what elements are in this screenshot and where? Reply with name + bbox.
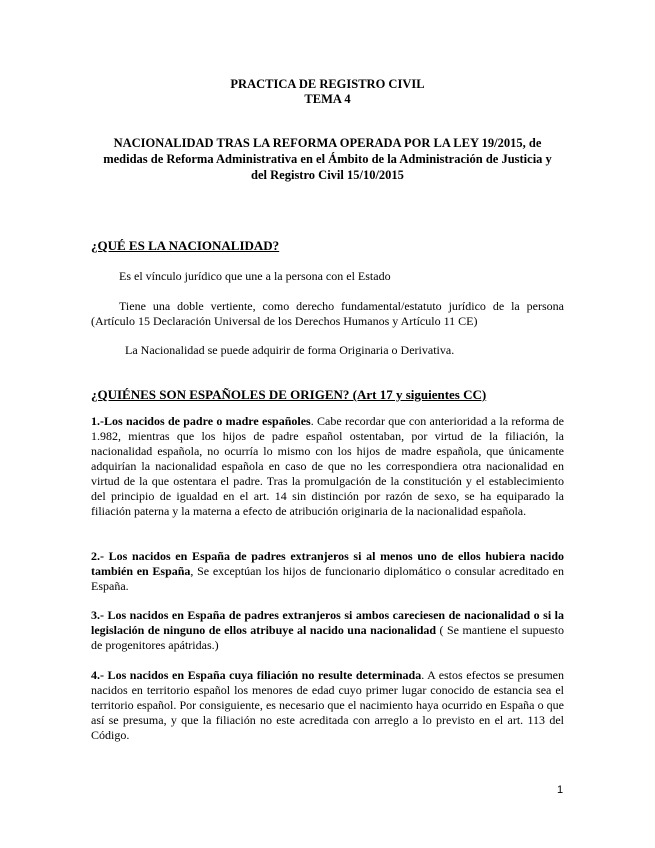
item-text: , Se exceptúan los hijos de funcionario diplomático o consular acreditado en España. [91, 564, 564, 593]
list-item [91, 668, 564, 743]
paragraph-definition: Es el vínculo jurídico que une a la persona con el Estado [119, 269, 391, 283]
paragraph-vertiente: Tiene una doble vertiente, como derecho fundamental/estatuto jurídico de la persona (Artículo 15 Declaración Universal de los Derechos Humanos y Artículo 11 CE) [91, 299, 564, 328]
list-item [91, 608, 564, 653]
item-heading: 4.- Los nacidos en España cuya filiación no resulte determinada [91, 668, 422, 682]
subtitle-line-1: NACIONALIDAD TRAS LA REFORMA OPERADA POR LA LEY 19/2015, de [113, 136, 542, 150]
title-line-1: PRACTICA DE REGISTRO CIVIL [230, 77, 425, 91]
title-line-2: TEMA 4 [304, 92, 351, 106]
item-text: . Cabe recordar que con anterioridad a la reforma de 1.982, mientras que los hijos de padre español ostentaban, por virtud de la filiación, la nacionalidad española, no ocurría lo mismo con los hijos de madre española, que únicamente adquirían la nacionalidad española en caso de que no les correspondiera otra nacionalidad en virtud de la que ostentara el padre. Tras la promulgación de la constitución y el establecimiento del principio de igualdad en el art. 14 sin distinción por razón de sexo, se ha equiparado la filiación paterna y la materna a efecto de atribución originaria de la nacionalidad española. [91, 414, 564, 518]
paragraph-adquisicion: La Nacionalidad se puede adquirir de forma Originaria o Derivativa. [125, 343, 455, 357]
section-heading-nacionalidad: ¿QUÉ ES LA NACIONALIDAD? [91, 238, 280, 253]
document-title [91, 77, 564, 107]
list-item [91, 549, 564, 594]
subtitle-line-3: del Registro Civil 15/10/2015 [251, 168, 404, 182]
list-item [91, 414, 564, 519]
item-heading: 3.- Los nacidos en España de padres extranjeros si ambos careciesen de nacionalidad o si la legislación de ninguno de ellos atribuye al nacido una nacionalidad [91, 608, 564, 637]
item-text: . A estos efectos se presumen nacidos en territorio español los menores de edad cuyo primer lugar conocido de estancia sea el territorio español. Por consiguiente, es necesario que el nacimiento haya ocurrido en España o que así se presuma, y que la filiación no este acreditada con arreglo a lo previsto en el art. 113 del Código. [91, 668, 565, 742]
document-subtitle [91, 135, 564, 183]
item-text: ( Se mantiene el supuesto de progenitores apátridas.) [91, 623, 564, 652]
page-number: 1 [557, 784, 564, 796]
item-heading: 2.- Los nacidos en España de padres extranjeros si al menos uno de ellos hubiera nacido también en España [91, 549, 564, 578]
item-heading: 1.-Los nacidos de padre o madre españoles [91, 414, 311, 428]
section-heading-origen: ¿QUIÉNES SON ESPAÑOLES DE ORIGEN? (Art 17 y siguientes CC) [91, 387, 487, 402]
subtitle-line-2: medidas de Reforma Administrativa en el Ámbito de la Administración de Justicia y [103, 152, 552, 166]
